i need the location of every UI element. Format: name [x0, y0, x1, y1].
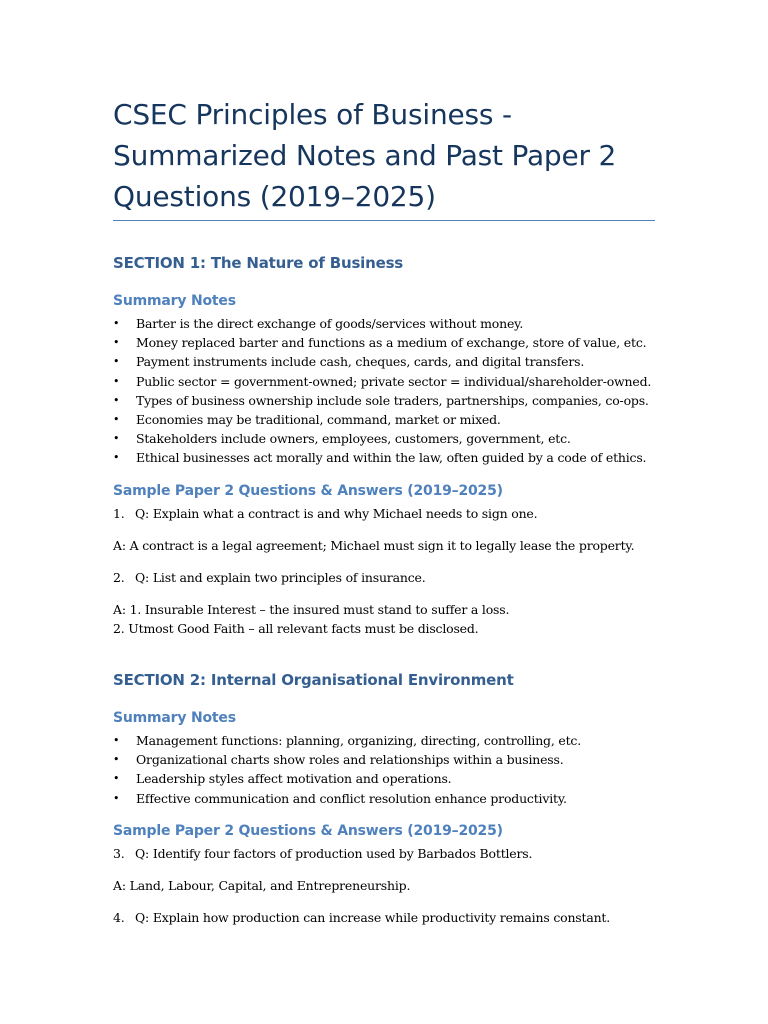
question-number: 3. [113, 846, 125, 861]
list-item: • Leadership styles affect motivation and operations. [113, 769, 673, 788]
bullet-icon: • [113, 336, 120, 350]
qa-heading: Sample Paper 2 Questions & Answers (2019–2025) [113, 823, 503, 839]
bullet-icon: • [113, 753, 120, 767]
bullet-icon: • [113, 355, 120, 369]
list-item: • Effective communication and conflict resolution enhance productivity. [113, 789, 673, 808]
answer-text: A: Land, Labour, Capital, and Entrepreneurship. [113, 878, 411, 893]
question-number: 4. [113, 910, 125, 925]
list-item: • Economies may be traditional, command, market or mixed. [113, 410, 673, 429]
answer-text: A: 1. Insurable Interest – the insured must stand to suffer a loss. [113, 602, 510, 617]
question-text: Q: Explain how production can increase while productivity remains constant. [135, 910, 611, 925]
list-item: • Organizational charts show roles and relationships within a business. [113, 750, 673, 769]
question-text: Q: Explain what a contract is and why Michael needs to sign one. [135, 506, 538, 521]
bullet-icon: • [113, 734, 120, 747]
answer-text: A: A contract is a legal agreement; Michael must sign it to legally lease the property. [113, 538, 635, 553]
list-item: • Public sector = government-owned; private sector = individual/shareholder-owned. [113, 372, 673, 391]
list-item: • Barter is the direct exchange of goods/services without money. [113, 314, 673, 333]
bullet-icon: • [113, 317, 120, 330]
summary-bullet-list [113, 731, 673, 808]
list-item: • Types of business ownership include sole traders, partnerships, companies, co-ops. [113, 391, 673, 410]
summary-notes-heading: Summary Notes [113, 710, 236, 726]
bullet-icon: • [113, 451, 120, 465]
section-heading: SECTION 1: The Nature of Business [113, 254, 404, 272]
summary-bullet-list [113, 314, 673, 468]
list-item: • Management functions: planning, organizing, directing, controlling, etc. [113, 731, 673, 750]
question-number: 1. [113, 506, 125, 521]
list-item: • Payment instruments include cash, cheques, cards, and digital transfers. [113, 352, 673, 371]
question-number: 2. [113, 570, 125, 585]
question-text: Q: Identify four factors of production used by Barbados Bottlers. [135, 846, 533, 861]
question-item [113, 908, 673, 927]
answer-text: 2. Utmost Good Faith – all relevant facts must be disclosed. [113, 621, 479, 636]
qa-heading: Sample Paper 2 Questions & Answers (2019–2025) [113, 483, 503, 499]
list-item: • Stakeholders include owners, employees, customers, government, etc. [113, 429, 673, 448]
question-item [113, 568, 673, 587]
bullet-icon: • [113, 772, 120, 786]
bullet-icon: • [113, 374, 120, 388]
list-item: • Money replaced barter and functions as a medium of exchange, store of value, etc. [113, 333, 673, 352]
bullet-icon: • [113, 412, 120, 426]
question-item [113, 504, 673, 523]
bullet-icon: • [113, 393, 120, 407]
bullet-icon: • [113, 791, 120, 805]
question-item [113, 844, 673, 863]
summary-notes-heading: Summary Notes [113, 293, 236, 309]
bullet-icon: • [113, 432, 120, 446]
list-item: • Ethical businesses act morally and within the law, often guided by a code of ethics. [113, 448, 673, 467]
question-text: Q: List and explain two principles of insurance. [135, 570, 426, 585]
section-heading: SECTION 2: Internal Organisational Environment [113, 671, 514, 689]
document-title: CSEC Principles of Business - Summarized Notes and Past Paper 2 Questions (2019–2025) [113, 98, 617, 213]
title-underline [113, 220, 655, 221]
